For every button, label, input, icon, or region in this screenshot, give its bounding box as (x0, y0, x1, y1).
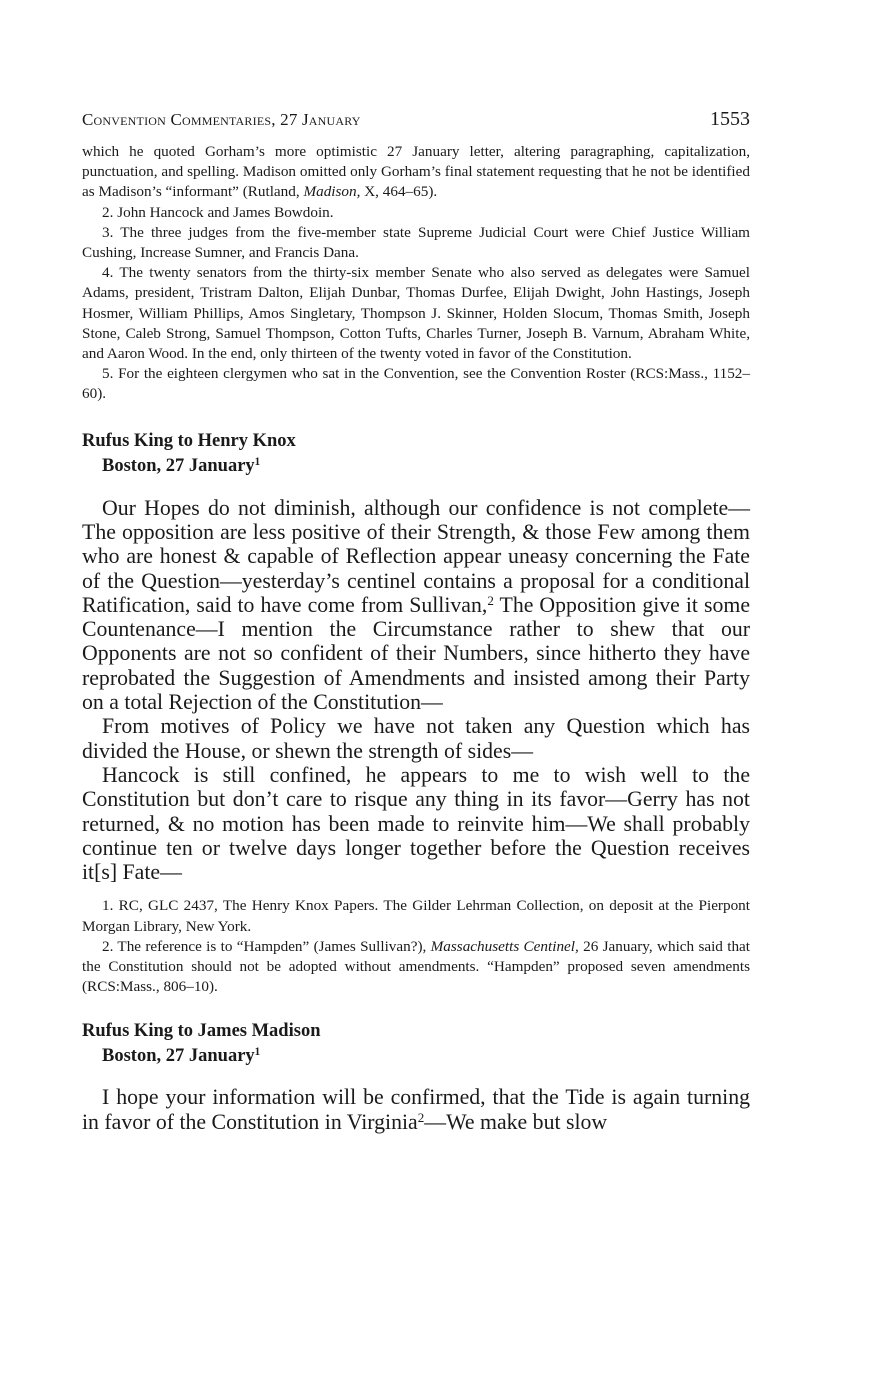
entry-place-date: Boston, 27 January$^1$ (102, 455, 261, 476)
footnote-4: 4. The twenty senators from the thirty-six member Senate who also served as delegates were Samuel Adams, president, Tristram Dalton, Elijah Dunbar, Thomas Durfee, Elijah Dwight, John Hastings, Joseph Hosmer, William Phillips, Amos Singletary, Thompson J. Skinner, Holden Slocum, Thomas Smith, Joseph Stone, Caleb Strong, Samuel Thompson, Cotton Tufts, Charles Turner, Joseph B. Varnum, Abraham White, and Aaron Wood. In the end, only thirteen of the twenty voted in favor of the Constitution. (82, 264, 750, 363)
letter-paragraph: Hancock is still confined, he appears to me to wish well to the Constitution but don’t care to risque any thing in its favor—Gerry has not returned, & no motion has been made to reinvite him—We shall probably continue ten or twelve days longer together before the Question receives it[s] Fate— (82, 762, 750, 885)
note-reference: 1 (254, 455, 261, 468)
letter-body-king-to-madison (82, 1085, 750, 1134)
footnote-5: 5. For the eighteen clergymen who sat in the Convention, see the Convention Roster (RCS:Mass., 1152–60). (82, 365, 750, 403)
footnote-3: 3. The three judges from the five-member state Supreme Judicial Court were Chief Justice William Cushing, Increase Sumner, and Francis Dana. (82, 223, 750, 262)
footnotes-king-to-knox (82, 896, 750, 997)
footnote-1: 1. RC, GLC 2437, The Henry Knox Papers. The Gilder Lehrman Collection, on deposit at the Pierpont Morgan Library, New York. (82, 897, 750, 935)
footnote-2: 2. The reference is to “Hampden” (James Sullivan?), Massachusetts Centinel, 26 January, which said that the Constitution should not be adopted without amendments. “Hampden” proposed seven amendments (RCS:Mass., 806–10). (82, 937, 750, 996)
footnote-2: 2. John Hancock and James Bowdoin. (102, 203, 334, 221)
document-page (82, 108, 750, 1134)
note-reference: 2 (417, 1109, 425, 1125)
letter-paragraph: Our Hopes do not diminish, although our confidence is not complete—The opposition are less positive of their Strength, & those Few among them who are honest & capable of Reflection appear uneasy concerning the Fate of the Question—yesterday’s centinel contains a proposal for a conditional Ratification, said to have come from Sullivan,$^2$ The Opposition give it some Countenance—I mention the Circumstance rather to shew that our Opponents are not so confident of their Numbers, since hitherto they have reprobated the Suggestion of Amendments and insisted among their Party on a total Rejection of the Constitution— (82, 495, 750, 715)
running-head (82, 108, 750, 142)
letter-body-king-to-knox (82, 496, 750, 885)
running-head-title: Convention Commentaries, 27 January (82, 110, 361, 129)
entry-heading-king-to-knox (82, 429, 750, 479)
footnotes-continued (82, 142, 750, 405)
entry-heading-king-to-madison (82, 1019, 750, 1069)
entry-title: Rufus King to James Madison (82, 1021, 321, 1042)
note-reference: 1 (254, 1046, 261, 1059)
page-number: 1553 (710, 108, 750, 130)
note-reference: 2 (487, 592, 494, 608)
entry-place-date: Boston, 27 January$^1$ (102, 1046, 261, 1067)
entry-title: Rufus King to Henry Knox (82, 430, 296, 451)
letter-paragraph: From motives of Policy we have not taken any Question which has divided the House, or shewn the strength of sides— (82, 714, 750, 763)
letter-paragraph: I hope your information will be confirmed, that the Tide is again turning in favor of the Constitution in Virginia$^2$—We make but slow (82, 1085, 750, 1134)
footnote-1-continuation: which he quoted Gorham’s more optimistic 27 January letter, altering paragraphing, capitalization, punctuation, and spelling. Madison omitted only Gorham’s final statement requesting that he not be identified as Madison’s “informant” (Rutland, Madison, X, 464–65). (82, 143, 750, 201)
